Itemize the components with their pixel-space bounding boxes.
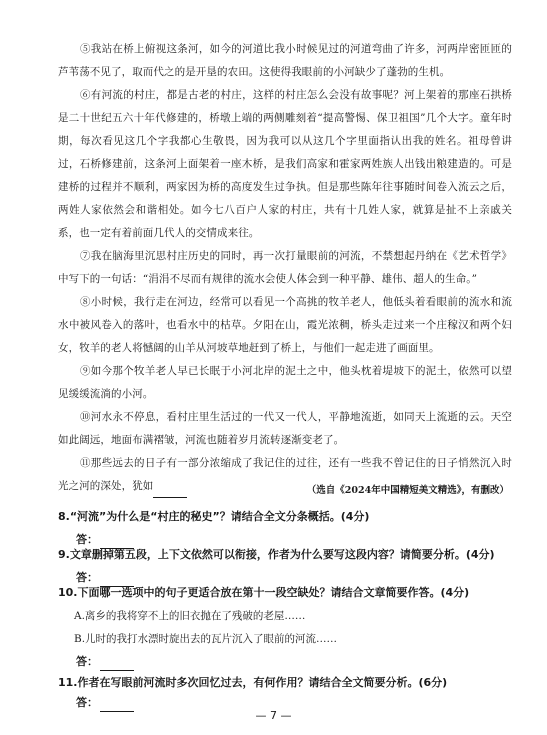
answer-label: 答： [76, 533, 98, 546]
paragraph-11-text: ⑪那些远去的日子有一部分浓缩成了我记住的过往，还有一些我不曾记住的日子悄然沉入时光之河的深处，犹如 [58, 457, 512, 492]
answer-10 [76, 653, 134, 671]
answer-label: 答： [76, 655, 98, 668]
question-11: 11.作者在写眼前河流时多次回忆过去，有何作用？请结合全文简要分析。(6分) [58, 676, 448, 689]
question-8: 8.“河流”为什么是“村庄的秘史”？请结合全文分条概括。(4分) [58, 510, 370, 523]
paragraph-7: ⑦我在脑海里沉思村庄历史的同时，再一次打量眼前的河流，不禁想起丹纳在《艺术哲学》中写下的一句话：“涓涓不尽而有规律的流水会使人体会到一种平静、雄伟、超人的生命。” [58, 250, 512, 285]
answer-label: 答： [76, 571, 98, 584]
option-a: A.离乡的我将穿不上的旧衣抛在了残破的老屋…… [74, 610, 306, 622]
paragraph-6: ⑥有河流的村庄，都是古老的村庄，这样的村庄怎么会没有故事呢？河上架着的那座石拱桥是二十世纪五六十年代修建的，桥墩上端的两侧雕刻着“提高警惕、保卫祖国”几个大字。童年时期，每次看见这几个字我都心生敬畏，因为我可以从这几个字里面指认出我的姓名。祖母曾讲过，石桥修建前，这条河上面架着一座木桥，是我们高家和霍家两姓族人出钱出粮建造的。可是建桥的过程并不顺利，两家因为桥的高度发生过争执。但是那些陈年往事随时间卷入流云之后，两姓人家依然会和谐相处。如今七八百户人家的村庄，共有十几姓人家，就算是扯不上亲戚关系，也一定有着前面几代人的交情成来往。 [58, 89, 512, 239]
page-number: — 7 — [255, 709, 292, 722]
source-citation: （选自《2024年中国精短美文精选》，有删改） [306, 485, 509, 496]
paragraph-8: ⑧小时候，我行走在河边，经常可以看见一个高挑的牧羊老人，他低头着看眼前的流水和流水中被风卷入的落叶，也看水中的枯草。夕阳在山，霞光浓稠，桥头走过来一个庄稼汉和两个妇女，牧羊的老人将憾阔的山羊从河坡草地赶到了桥上，与他们一起走进了画面里。 [58, 296, 512, 354]
answer-label: 答： [76, 696, 98, 709]
fill-blank [153, 485, 187, 498]
option-b: B.儿时的我打水漂时旋出去的瓦片沉入了眼前的河流…… [74, 633, 338, 645]
question-10: 10.下面哪一选项中的句子更适合放在第十一段空缺处？请结合文章简要作答。(4分) [58, 586, 470, 599]
question-9: 9.文章删掉第五段，上下文依然可以衔接，作者为什么要写这段内容？请简要分析。(4分) [58, 548, 495, 561]
answer-line [100, 658, 134, 671]
paragraph-5: ⑤我站在桥上俯视这条河，如今的河道比我小时候见过的河道弯曲了许多，河两岸密匝匝的芦苇荡不见了，取而代之的是开垦的农田。这使得我眼前的小河缺少了蓬勃的生机。 [58, 43, 512, 78]
paragraph-9: ⑨如今那个牧羊老人早已长眠于小河北岸的泥土之中，他头枕着堤坡下的泥土，依然可以望见缓缓流淌的小河。 [58, 365, 512, 400]
paragraph-10: ⑩河水永不停息，看村庄里生活过的一代又一代人，平静地流逝，如同天上流逝的云。天空如此阔远，地面布满褶皱，河流也随着岁月流转逐渐变老了。 [58, 411, 512, 446]
